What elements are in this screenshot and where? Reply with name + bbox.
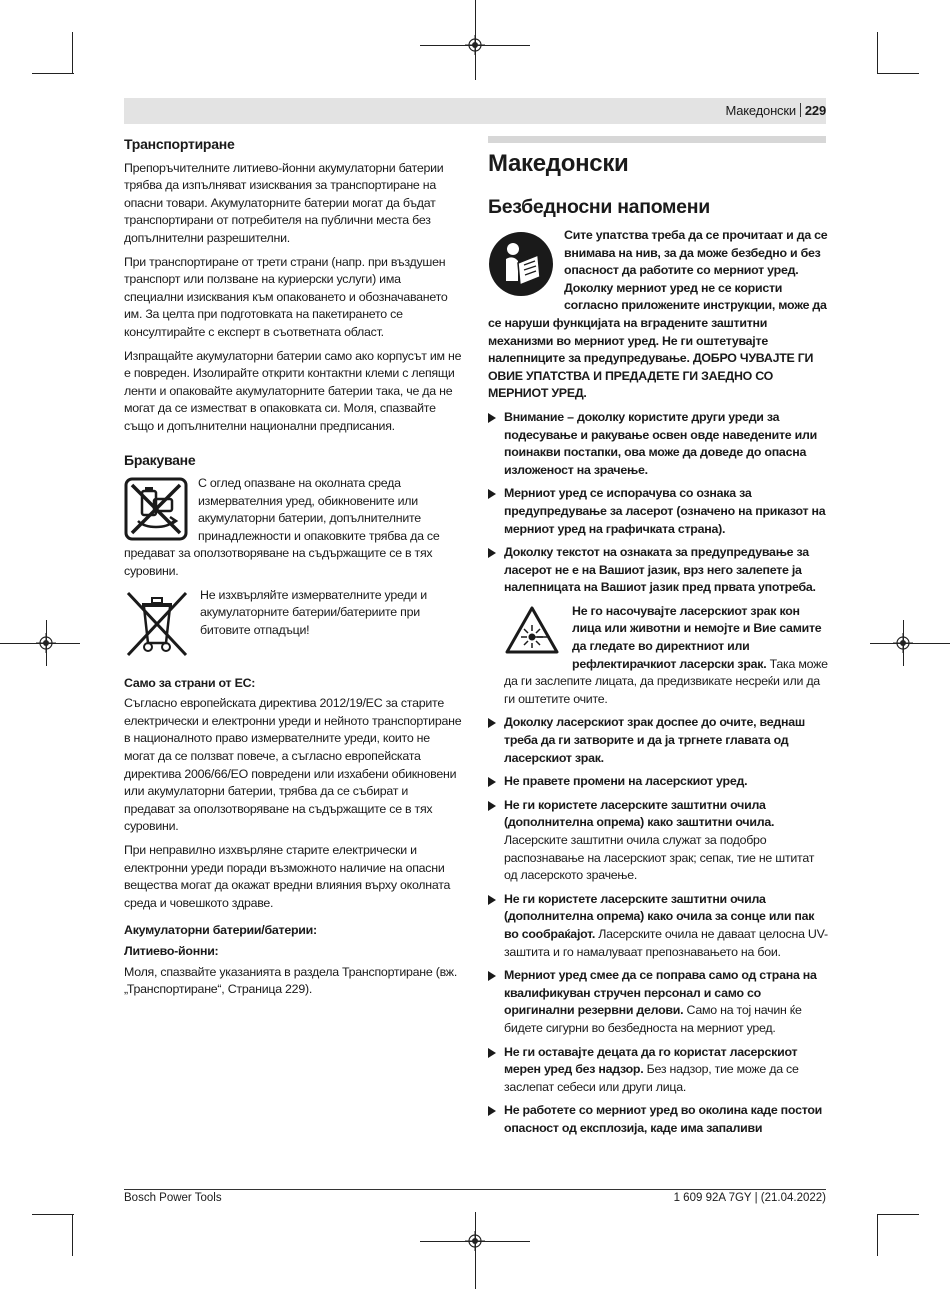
disposal-heading: Бракуване (124, 451, 196, 468)
page-number: 229 (804, 103, 826, 118)
list-item: Не ги користете ласерските заштитни очила (дополнителна опрема) како заштитни очила. Ласерските заштитни очила служат за подобро распознавање на ласерскиот зрак; сепак, тие не штитат од ласерското зрачење. (488, 797, 828, 885)
crop-mark (877, 32, 878, 74)
safety-intro-text: Сите упатства треба да се прочитаат и да се внимава на нив, за да може безбедно и без опасност да работите со мерниот уред. Доколку мерниот уред не се користи согласно приложените инструкции, може да се наруши функцијата на вградените заштитни механизми во мерниот уред. Не ги оштетувајте налепниците за предупредување. ДОБРО ЧУВАЈТЕ ГИ ОВИЕ УПАТСТВА И ПРЕДАДЕТЕ ГИ ЗАЕДНО СО МЕРНИОТ УРЕД. (488, 228, 828, 401)
crop-mark (0, 643, 80, 644)
header-separator (800, 103, 801, 117)
bullet-arrow-icon (488, 801, 496, 811)
footer-doc-number: 1 609 92A 7GY | (21.04.2022) (673, 1192, 826, 1204)
batteries-heading: Акумулаторни батерии/батерии: (124, 923, 317, 938)
eu-heading: Само за страни от ЕС: (124, 675, 256, 690)
list-item: Доколку текстот на ознаката за предупредување за ласерот не е на Вашиот јазик, врз него залепете ја налепницата на Вашиот јазик пред првата употреба. (488, 544, 828, 597)
crop-mark (475, 1212, 476, 1289)
liion-paragraph: Моля, спазвайте указанията в раздела Транспортиране (вж. „Транспортиране“, Страница 229). (124, 964, 458, 997)
crop-mark (72, 32, 73, 74)
bullet-arrow-icon (488, 489, 496, 499)
list-item: Не ги користете ласерските заштитни очила (дополнителна опрема) како очила за сонце или пак во сообраќајот. Ласерските очила не даваат целосна UV-заштита и го намалуваат препознавањето на бои. (488, 891, 828, 961)
transport-heading: Транспортиране (124, 136, 235, 152)
left-column (124, 136, 462, 1005)
list-item: Мерниот уред се испорачува со ознака за предупредување за ласерот (означено на приказот на мерниот уред на графичката страна). (488, 485, 828, 538)
crop-mark (32, 73, 74, 74)
safety-list (488, 409, 828, 597)
crop-mark (903, 620, 904, 666)
recycling-symbol-icon (124, 477, 188, 541)
bullet-arrow-icon (488, 1048, 496, 1058)
disposal-paragraph: С оглед опазване на околната среда измервателния уред, обикновените или акумулаторни батерии, допълнителните принадлежности и опаковките трябва да се предават за оползотворяване на съдържащите се в тях суровини. (124, 476, 440, 579)
crop-mark (877, 1214, 878, 1256)
crop-mark (32, 1214, 74, 1215)
laser-warning-text: Така може да ги заслепите лицата, да предизвикате несреќи или да ги оштетите очите. (504, 656, 828, 706)
bullet-arrow-icon (488, 718, 496, 728)
list-item: Внимание – доколку користите други уреди за подесување и ракување освен овде наведените или поинакви постапки, ова може да доведе до опасна изложеност на зрачење. (488, 409, 828, 479)
list-item: Мерниот уред смее да се поправа само од страна на квалификуван стручен персонал и само со оригинални резервни делови. Само на тој начин ќе бидете сигурни во безбедноста на мерниот уред. (488, 967, 828, 1037)
list-item: Не ги оставајте децата да го користат ласерскиот мерен уред без надзор. Без надзор, тие може да се заслепат себеси или други лица. (488, 1044, 828, 1097)
crop-mark (72, 1214, 73, 1256)
safety-intro (488, 227, 828, 403)
transport-paragraph: Препоръчителните литиево-йонни акумулаторни батерии трябва да изпълняват изисквания за транспортиране на опасни товари. Акумулаторните батерии могат да бъдат транспортирани от потребителя на публични места без допълнителни разрешителни. (124, 160, 444, 245)
eu-paragraph: Съгласно европейската директива 2012/19/ЕС за старите електрически и електронни уреди и нейното транспортиране в националното право измервателните уреди, които не могат да се ползват повече, а съгласно европейската директива 2006/66/ЕО повредени или изхабени обикновени или акумулаторни батерии, трябва да се събират и предават за оползотворяване на съдържащите се в тях суровини. (124, 696, 462, 834)
crossed-out-bin-icon (124, 589, 190, 659)
read-manual-icon (488, 231, 554, 297)
list-item: Не работете со мерниот уред во околина каде постои опасност од експлозија, каде има запаливи (488, 1102, 828, 1137)
disposal-paragraph: Не изхвърляйте измервателните уреди и акумулаторните батерии/батериите при битовите отпадъци! (200, 587, 427, 637)
bullet-arrow-icon (488, 1106, 496, 1116)
transport-paragraph: Изпращайте акумулаторни батерии само ако корпусът им не е повреден. Изолирайте открити контактни клеми с лепящи ленти и опаковайте акумулаторните батерии така, че да не могат да се изместват в опаковката си. Моля, спазвайте също и допълнителни национални предписания. (124, 348, 462, 433)
bullet-arrow-icon (488, 971, 496, 981)
crop-mark (475, 0, 476, 80)
crop-mark (870, 643, 950, 644)
bullet-arrow-icon (488, 413, 496, 423)
liion-heading: Литиево-йонни: (124, 943, 219, 958)
header-bar (124, 98, 826, 124)
language-title: Македонски (488, 150, 629, 177)
disposal-bin-block (124, 587, 462, 661)
crop-mark (46, 620, 47, 666)
crop-mark (877, 1214, 919, 1215)
disposal-recycle-block (124, 475, 462, 581)
footer-brand: Bosch Power Tools (124, 1192, 222, 1204)
bullet-arrow-icon (488, 777, 496, 787)
safety-heading: Безбедносни напомени (488, 196, 710, 218)
laser-warning-block (488, 603, 828, 709)
transport-paragraph: При транспортиране от трети страни (напр. при въздушен транспорт или ползване на куриерски услуги) има специални изисквания към опаковането и обозначаването им. За целта при подготовката на пакетирането се консултирайте с експерт в съответната област. (124, 254, 448, 339)
running-header (725, 103, 826, 118)
crop-mark (877, 73, 919, 74)
eu-paragraph: При неправилно изхвърляне старите електрически и електронни уреди поради възможното наличие на опасни вещества могат да окажат вредни влияния върху околната среда и човешкото здраве. (124, 843, 451, 910)
right-column (488, 136, 828, 1144)
safety-list (488, 714, 828, 1137)
bullet-arrow-icon (488, 895, 496, 905)
laser-warning-icon (504, 605, 560, 655)
list-item: Не правете промени на ласерскиот уред. (488, 773, 828, 791)
laser-warning-bold: Не го насочувајте ласерскиот зрак кон лица или животни и немојте и Вие самите да гледате во директниот или рефлектирачкиот ласерски зрак. (572, 603, 822, 671)
section-rule (488, 136, 826, 143)
header-language: Македонски (725, 103, 796, 118)
bullet-arrow-icon (488, 548, 496, 558)
list-item: Доколку ласерскиот зрак доспее до очите, веднаш треба да ги затворите и да ја тргнете главата од ласерскиот зрак. (488, 714, 828, 767)
footer-rule (124, 1189, 826, 1190)
